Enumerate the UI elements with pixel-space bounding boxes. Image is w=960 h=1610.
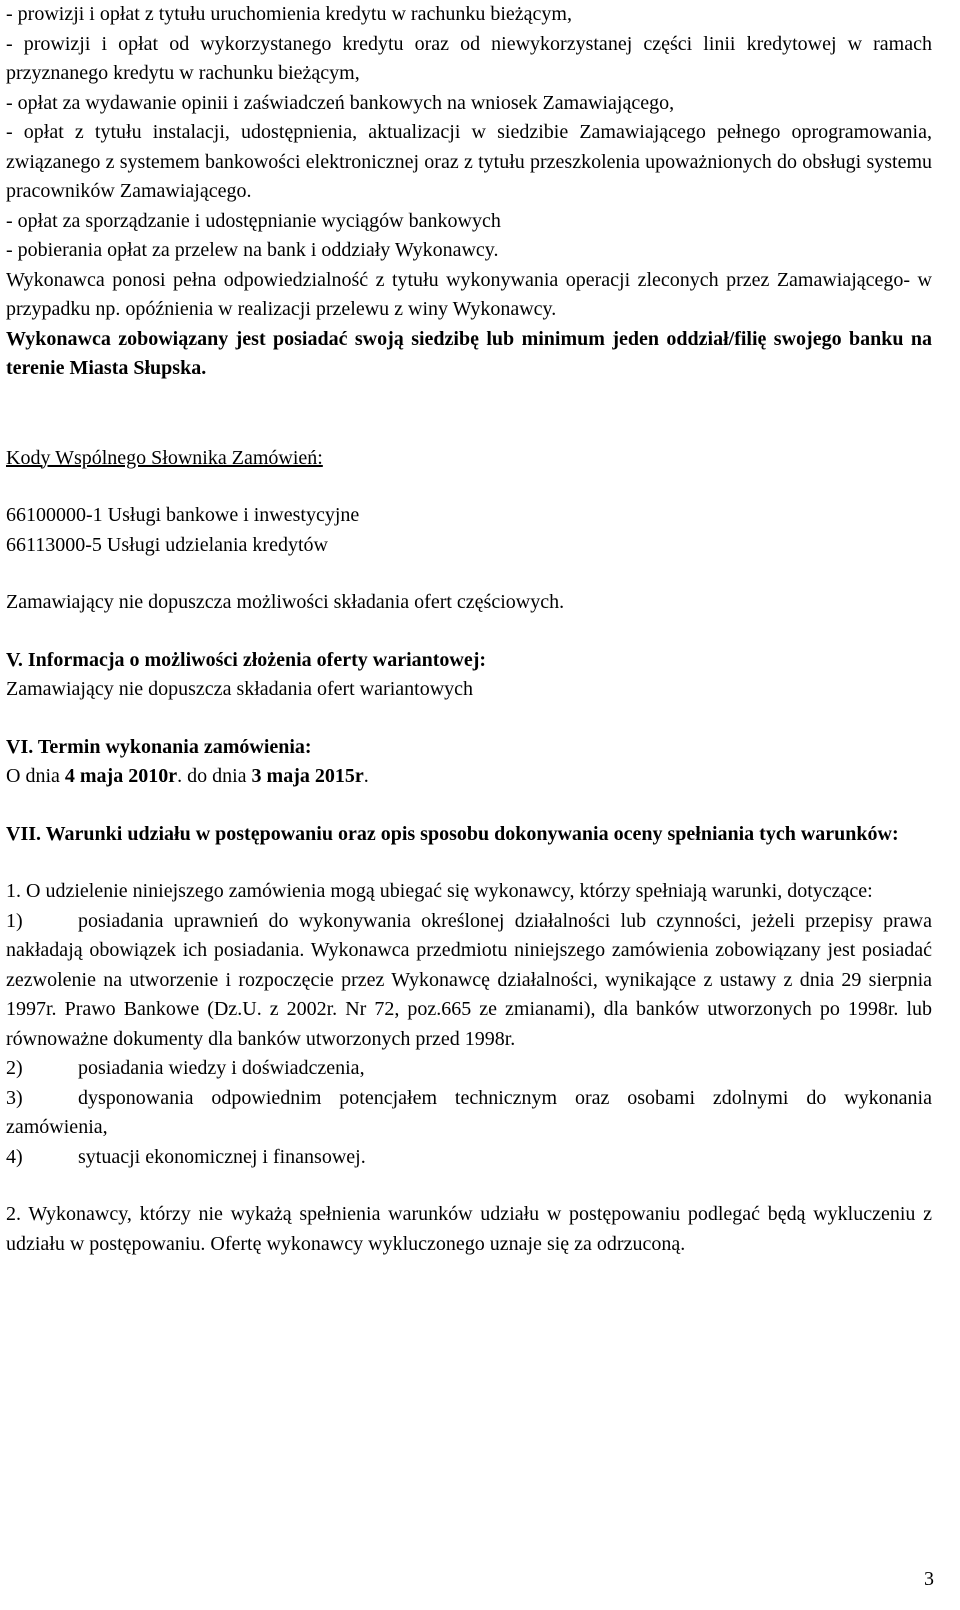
cpv-heading: Kody Wspólnego Słownika Zamówień: [6,446,323,469]
date-prefix: O dnia [6,765,65,787]
bullet-line: - opłat za wydawanie opinii i zaświadczeń bankowych na wniosek Zamawiającego, [6,91,675,114]
bullet-line: - prowizji i opłat od wykorzystanego kredytu oraz od niewykorzystanej części linii kredytowej w ramach przyznanego kredytu w rachunku bieżącym, [6,32,932,84]
cpv-code: 66113000-5 Usługi udzielania kredytów [6,533,328,556]
condition-number: 4) [6,1145,23,1168]
partial-offers-statement: Zamawiający nie dopuszcza możliwości składania ofert częściowych. [6,591,565,613]
bullet-line: - prowizji i opłat z tytułu uruchomienia kredytu w rachunku bieżącym, [6,3,572,25]
date-middle: . do dnia [177,765,252,787]
bullet-line: - opłat z tytułu instalacji, udostępnienia, aktualizacji w siedzibie Zamawiającego pełnego oprogramowania, związanego z systemem bankowości elektronicznej oraz z tytułu przeszkolenia upoważnionych do obsługi systemu pracowników Zamawiającego. [6,121,932,202]
condition-item [6,1054,932,1084]
condition-item [6,907,932,1055]
date-suffix: . [363,765,369,787]
condition-text: sytuacji ekonomicznej i finansowej. [78,1145,366,1168]
cpv-code: 66100000-1 Usługi bankowe i inwestycyjne [6,504,360,526]
end-date: 3 maja 2015r [251,765,364,787]
condition-number: 3) [6,1086,23,1109]
condition-text: posiadania uprawnień do wykonywania określonej działalności lub czynności, jeżeli przepisy prawa nakładają obowiązek ich posiadania. Wykonawca przedmiotu niniejszego zamówienia zobowiązany jest posiadać zezwolenie na utworzenie i rozpoczęcie przez Wykonawcę działalności, wynikające z ustawy z dnia 29 sierpnia 1997r. Prawo Bankowe (Dz.U. z 2002r. Nr 72, poz.665 ze zmianami), dla banków utworzonych po 1998r. lub równoważne dokumenty dla banków utworzonych przed 1998r. [6,909,932,1050]
condition-text: posiadania wiedzy i doświadczenia, [78,1057,365,1079]
condition-item [6,1143,932,1173]
section-v-text: Zamawiający nie dopuszcza składania ofert wariantowych [6,678,474,700]
condition-number: 1) [6,909,23,932]
page-number: 3 [924,1568,934,1590]
liability-paragraph: Wykonawca ponosi pełna odpowiedzialność z tytułu wykonywania operacji zleconych przez Zamawiającego- w przypadku np. opóźnienia w realizacji przelewu z winy Wykonawcy. [6,268,932,320]
section-vi-dates [6,762,932,792]
condition-text: dysponowania odpowiednim potencjałem technicznym oraz osobami zdolnymi do wykonania zamówienia, [6,1086,932,1138]
section-vii-intro: 1. O udzielenie niniejszego zamówienia mogą ubiegać się wykonawcy, którzy spełniają warunki, dotyczące: [6,880,873,902]
start-date: 4 maja 2010r [64,765,178,787]
condition-number: 2) [6,1057,23,1079]
document-page [6,0,932,1259]
bullet-line: - opłat za sporządzanie i udostępnianie wyciągów bankowych [6,209,501,232]
condition-item [6,1084,932,1143]
branch-requirement: Wykonawca zobowiązany jest posiadać swoją siedzibę lub minimum jeden oddział/filię swojego banku na terenie Miasta Słupska. [6,327,932,379]
section-vii-heading: VII. Warunki udziału w postępowaniu oraz opis sposobu dokonywania oceny spełniania tych warunków: [6,822,899,845]
bullet-line: - pobierania opłat za przelew na bank i oddziały Wykonawcy. [6,239,499,261]
section-vii-point-2: 2. Wykonawcy, którzy nie wykażą spełnienia warunków udziału w postępowaniu podlegać będą wykluczeniu z udziału w postępowaniu. Ofertę wykonawcy wykluczonego uznaje się za odrzuconą. [6,1203,932,1255]
section-vi-heading: VI. Termin wykonania zamówienia: [6,735,312,758]
section-v-heading: V. Informacja o możliwości złożenia oferty wariantowej: [6,648,487,671]
